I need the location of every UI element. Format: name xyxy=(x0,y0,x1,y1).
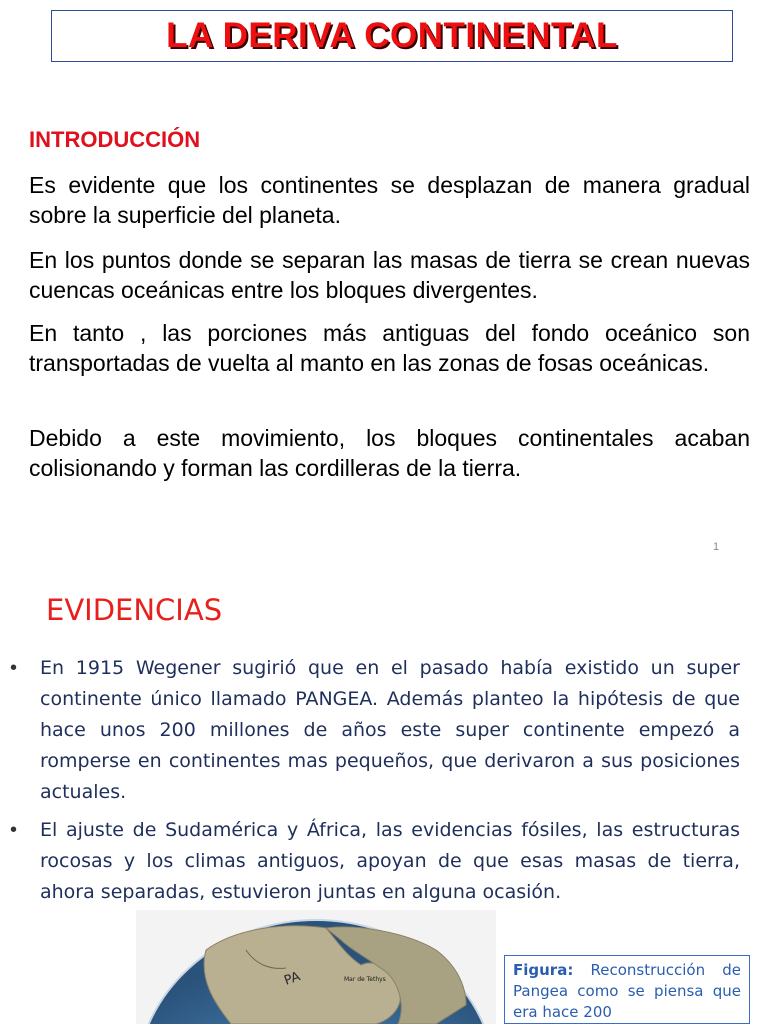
figure-caption xyxy=(513,960,741,1023)
pangea-globe-graphic xyxy=(136,910,496,1024)
pangea-letters: PA xyxy=(282,969,303,989)
bullet-dot-icon: • xyxy=(10,657,18,679)
pangea-globe-image xyxy=(136,910,496,1024)
bullet-text: En 1915 Wegener sugirió que en el pasado había existido un super continente único llamado PANGEA. Además planteo la hipótesis de que hace unos 200 millones de años este super continente empezó a romperse en continentes mas pequeños, que derivaron a sus posiciones actuales. xyxy=(40,657,740,803)
bullet-dot-icon: • xyxy=(10,819,18,841)
paragraph-1: Es evidente que los continentes se desplazan de manera gradual sobre la superficie del planeta. xyxy=(29,172,750,228)
slide-2 xyxy=(0,575,768,1024)
intro-heading: INTRODUCCIÓN xyxy=(29,127,201,152)
figure-label: Figura: xyxy=(513,961,574,979)
bullet-text: El ajuste de Sudamérica y África, las evidencias fósiles, las estructuras rocosas y los climas antiguos, apoyan de que esas masas de tierra, ahora separadas, estuvieron juntas en alguna ocasión. xyxy=(40,819,740,903)
paragraph-2: En los puntos donde se separan las masas de tierra se crean nuevas cuencas oceánicas entre los bloques divergentes. xyxy=(29,247,750,303)
figure-caption-text: Reconstrucción de Pangea como se piensa que era hace 200 xyxy=(513,961,741,1021)
page-number: 1 xyxy=(713,541,720,553)
paragraph-4: Debido a este movimiento, los bloques continentales acaban colisionando y forman las cordilleras de la tierra. xyxy=(29,425,750,481)
slide-title: LA DERIVA CONTINENTAL xyxy=(166,16,618,55)
evidencias-heading: EVIDENCIAS xyxy=(46,593,223,627)
title-box xyxy=(51,10,733,62)
mar-de-tethys-label: Mar de Tethys xyxy=(344,976,386,983)
figure-caption-box xyxy=(504,955,750,1024)
paragraph-3: En tanto , las porciones más antiguas del fondo oceánico son transportadas de vuelta al manto en las zonas de fosas oceánicas. xyxy=(29,320,750,376)
